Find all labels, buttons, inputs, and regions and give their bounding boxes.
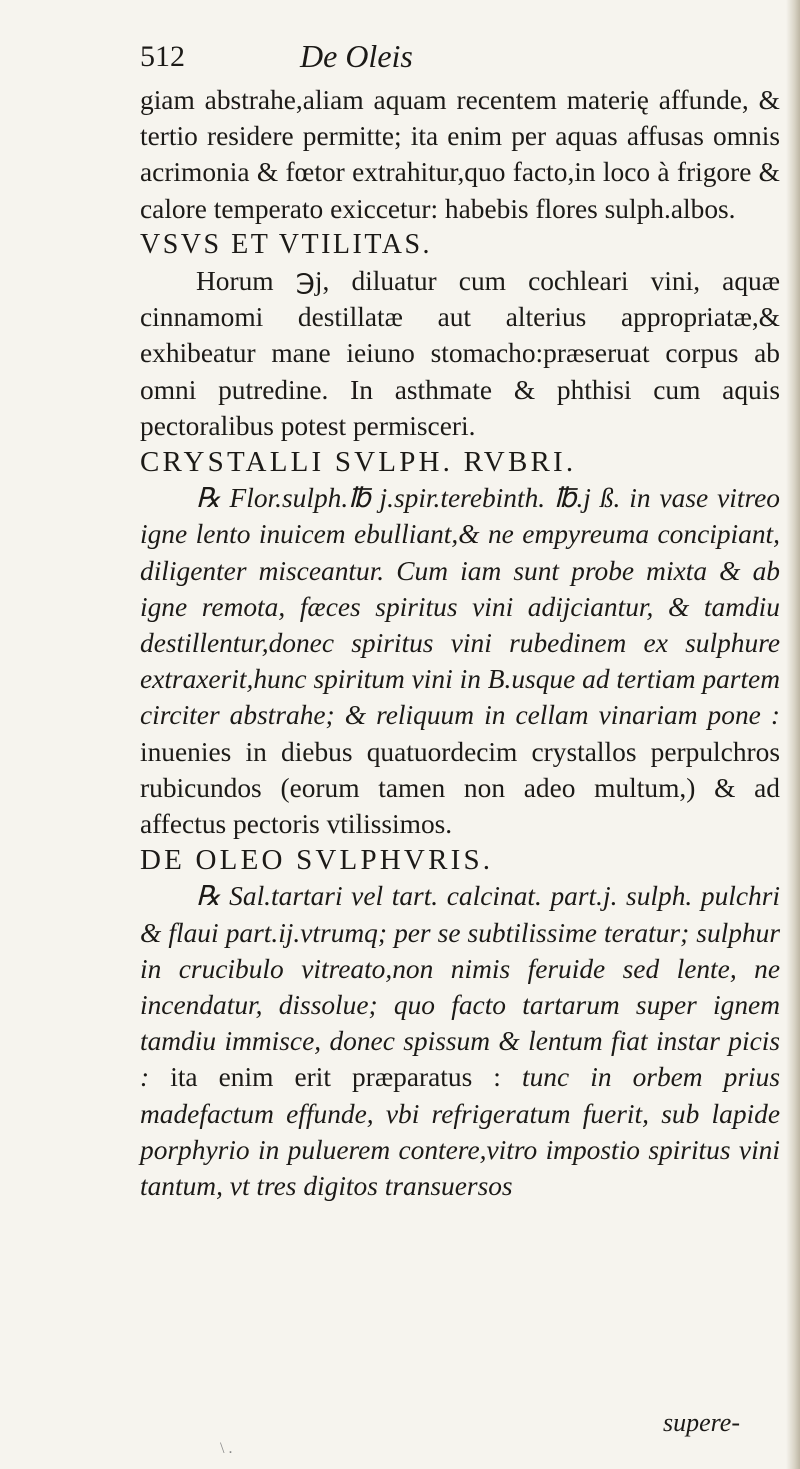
recipe-crystalli: ℞ Flor.sulph.℔ j.spir.terebinth. ℔.j ß. in vase vitreo igne lento inuicem ebulliant,& ne empyreuma concipiant, diligenter misceantur. Cum iam sunt probe mixta & ab igne remota, fæces spiritus vini adijciantur, & tamdiu destillentur,donec spiritus vini rubedinem ex sulphure extraxerit,hunc spiritum vini in B.usque ad tertiam partem circiter abstrahe; & reliquum in cellam vinariam pone : — [140, 483, 780, 731]
catchword: supere- — [662, 1408, 740, 1437]
paragraph-usus: Horum ℈j, diluatur cum cochleari vini, aquæ cinnamomi destillatæ aut alterius appropriatæ,& exhibeatur mane ieiuno stomacho:præseruat corpus ab omni putredine. In asthmate & phthisi cum aquis pectoralibus potest permisceri. — [140, 266, 780, 441]
recipe-crystalli-result: inuenies in diebus quatuordecim crystallos perpulchros rubicundos (eorum tamen non adeo multum,) & ad affectus pectoris vtilissimos. — [140, 736, 780, 840]
page-header — [140, 34, 780, 80]
heading-crystalli: CRYSTALLI SVLPH. RVBRI. — [140, 446, 577, 479]
paragraph-oleo — [140, 878, 780, 1204]
heading-usus: VSVS ET VTILITAS. — [140, 228, 433, 260]
recipe-oleo-note: ita enim erit præparatus : — [170, 1062, 501, 1093]
running-head: De Oleis — [300, 38, 413, 74]
recipe-oleo-continued: tunc in orbem prius madefactum effunde, vbi refrigeratum fuerit, sub lapide porphyrio in puluerem contere,vitro impostio spiritus vini tantum, vt tres digitos transuersos — [140, 1062, 780, 1202]
page-number: 512 — [140, 40, 185, 73]
paragraph-intro: giam abstrahe,aliam aquam recentem materię affunde, & tertio residere permitte; ita enim per aquas affusas omnis acrimonia & fœtor extrahitur,quo facto,in loco à frigore & calore temperato exiccetur: habebis flores sulph.albos. — [140, 85, 780, 224]
recipe-oleo: ℞ Sal.tartari vel tart. calcinat. part.j. sulph. pulchri & flaui part.ij.vtrumq; per se subtilissime teratur; sulphur in crucibulo vitreato,non nimis feruide sed lente, ne incendatur, dissolue; quo facto tartarum super ignem tamdiu immisce, donec spissum & lentum fiat instar picis : — [140, 881, 780, 1093]
paragraph-crystalli — [140, 480, 780, 842]
heading-oleo: DE OLEO SVLPHVRIS. — [140, 844, 494, 877]
page-edge — [786, 0, 800, 1469]
body-text — [140, 82, 780, 1204]
page-footmark: \ . — [220, 1440, 233, 1457]
